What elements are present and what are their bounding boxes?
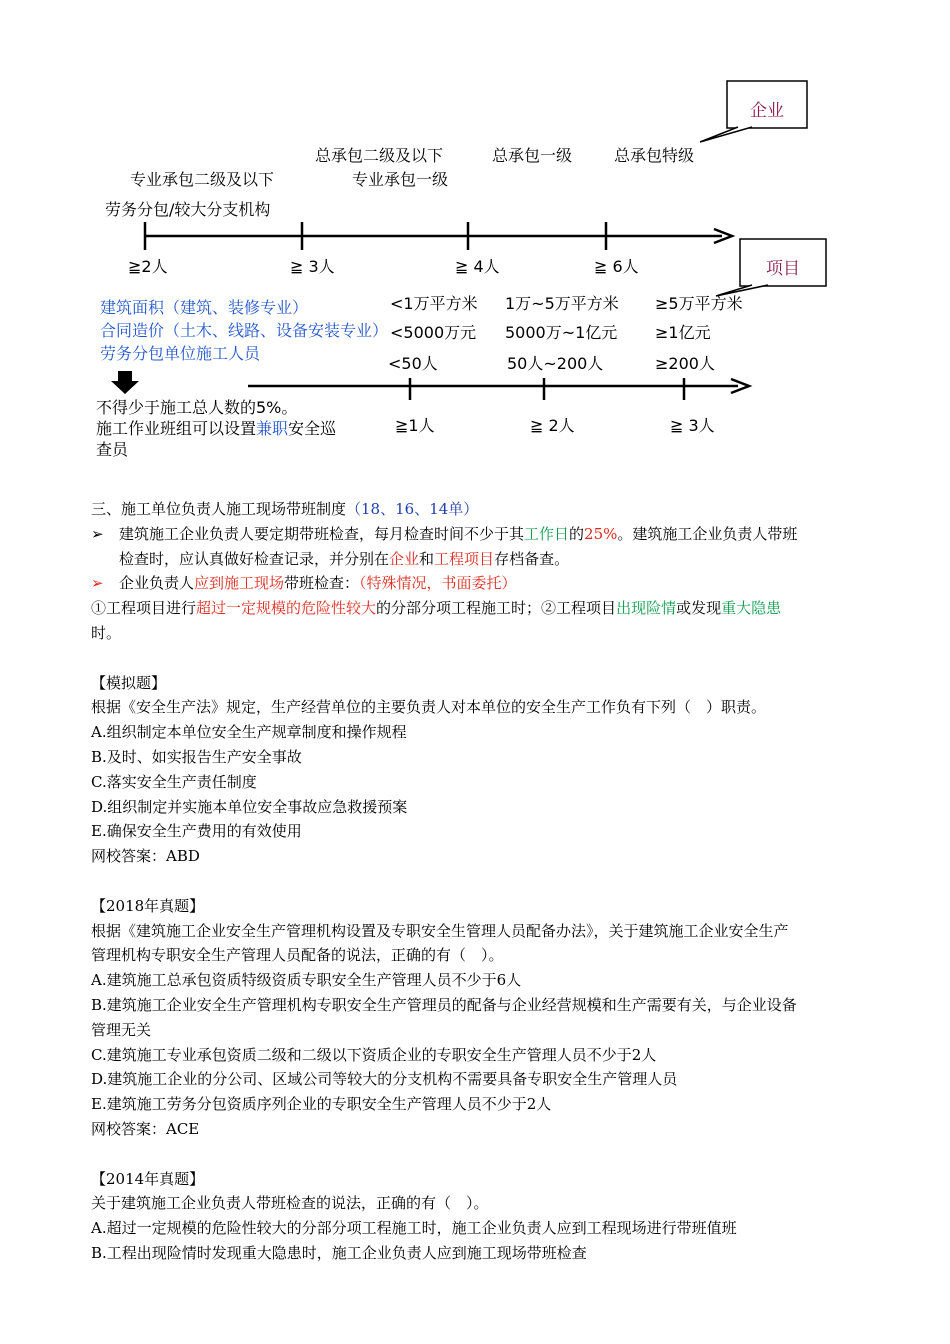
arrow-bullet-icon: ➢ — [91, 524, 104, 543]
q1-option-d: D.组织制定并实施本单位安全事故应急救援预案 — [91, 797, 408, 816]
criteria-contract: 合同造价（土木、线路、设备安装专业） — [100, 321, 389, 340]
q2-stem-line1: 根据《建筑施工企业安全生产管理机构设置及专职安全生管理人员配备办法》，关于建筑施工企业安全生产 — [91, 921, 789, 940]
q2-option-b-line2: 管理无关 — [91, 1020, 152, 1039]
company-callout-tail — [700, 127, 752, 142]
q2-option-c: C.建筑施工专业承包资质二级和二级以下资质企业的专职安全生产管理人员不少于2人 — [91, 1045, 657, 1064]
q2-header: 【2018年真题】 — [91, 896, 205, 915]
range-col2-labor: 50人~200人 — [507, 354, 604, 373]
q2-option-d: D.建筑施工企业的分公司、区域公司等较大的分支机构不需要具备专职安全生产管理人员 — [91, 1070, 678, 1089]
project-count-3: ≧ 3人 — [670, 416, 715, 435]
safety-staffing-diagram — [0, 0, 950, 480]
labor-note-line1: 不得少于施工总人数的5%。 — [96, 398, 298, 417]
level2-line2: 专业承包一级 — [352, 170, 449, 189]
range-col1-labor: <50人 — [388, 354, 438, 373]
project-count-2: ≧ 2人 — [530, 416, 575, 435]
range-col1-area: <1万平方米 — [390, 294, 478, 313]
section3-bullet1-line2: 检查时，应认真做好检查记录，并分别在企业和工程项目存档备查。 — [119, 549, 570, 568]
q1-answer: 网校答案：ABD — [91, 847, 200, 866]
down-arrow-icon — [111, 371, 139, 394]
q1-stem: 根据《安全生产法》规定，生产经营单位的主要负责人对本单位的安全生产工作负有下列（ ）职责。 — [91, 698, 767, 717]
labor-note-line2: 施工作业班组可以设置兼职安全巡 — [96, 419, 337, 438]
q1-option-a: A.组织制定本单位安全生产规章制度和操作规程 — [91, 723, 407, 742]
range-col2-contract: 5000万~1亿元 — [505, 323, 618, 342]
range-col1-contract: <5000万元 — [390, 323, 477, 342]
range-col2-area: 1万~5万平方米 — [505, 294, 619, 313]
criteria-area: 建筑面积（建筑、装修专业） — [100, 298, 309, 317]
section3-bullet2: ➢ 企业负责人应到施工现场带班检查：（特殊情况，书面委托） — [91, 571, 891, 596]
section3-conditions-end: 时。 — [91, 623, 122, 642]
range-col3-labor: ≥200人 — [655, 354, 715, 373]
level1-line1: 专业承包二级及以下 — [130, 170, 275, 189]
arrow-bullet-icon: ➢ — [91, 574, 104, 593]
document-body — [91, 497, 891, 1266]
level2-line1: 总承包二级及以下 — [315, 146, 444, 165]
q1-option-e: E.确保安全生产费用的有效使用 — [91, 822, 302, 841]
criteria-labor: 劳务分包单位施工人员 — [100, 344, 261, 363]
level4-label: 总承包特级 — [614, 146, 695, 165]
company-count-3: ≧ 4人 — [455, 257, 500, 276]
labor-note-line3: 查员 — [96, 440, 129, 459]
q3-option-b: B.工程出现险情时发现重大隐患时，施工企业负责人应到施工现场带班检查 — [91, 1243, 587, 1262]
project-count-1: ≧1人 — [395, 416, 435, 435]
q2-option-b-line1: B.建筑施工企业安全生产管理机构专职安全生产管理员的配备与企业经营规模和生产需要有关，与企业设备 — [91, 995, 797, 1014]
level3-label: 总承包一级 — [492, 146, 573, 165]
q3-option-a: A.超过一定规模的危险性较大的分部分项工程施工时，施工企业负责人应到工程现场进行带班值班 — [91, 1219, 737, 1238]
company-label: 企业 — [750, 101, 784, 121]
q2-option-e: E.建筑施工劳务分包资质序列企业的专职安全生产管理人员不少于2人 — [91, 1095, 552, 1114]
q3-header: 【2014年真题】 — [91, 1169, 205, 1188]
company-count-2: ≧ 3人 — [290, 257, 335, 276]
section3-title: 三、施工单位负责人施工现场带班制度（18、16、14单） — [91, 500, 479, 518]
range-col3-area: ≥5万平方米 — [655, 294, 743, 313]
q1-header: 【模拟题】 — [91, 673, 167, 692]
level1-line2: 劳务分包/较大分支机构 — [105, 200, 271, 219]
project-label: 项目 — [766, 259, 800, 279]
section3-conditions: ①工程项目进行超过一定规模的危险性较大的分部分项工程施工时；②工程项目出现险情或发现重大隐患 — [91, 599, 782, 618]
company-count-1: ≧2人 — [128, 257, 168, 276]
q2-stem-line2: 管理机构专职安全生产管理人员配备的说法，正确的有（ ）。 — [91, 946, 504, 965]
company-count-4: ≧ 6人 — [594, 257, 639, 276]
q3-stem: 关于建筑施工企业负责人带班检查的说法，正确的有（ ）。 — [91, 1194, 489, 1213]
q1-option-b: B.及时、如实报告生产安全事故 — [91, 747, 302, 766]
q2-answer: 网校答案：ACE — [91, 1119, 200, 1138]
q2-option-a: A.建筑施工总承包资质特级资质专职安全生产管理人员不少于6人 — [91, 971, 522, 990]
section3-bullet1-line1: ➢ 建筑施工企业负责人要定期带班检查，每月检查时间不少于其工作日的25%。建筑施工企业负责人带班 — [91, 522, 891, 547]
q1-option-c: C.落实安全生产责任制度 — [91, 772, 257, 791]
range-col3-contract: ≥1亿元 — [655, 323, 711, 342]
